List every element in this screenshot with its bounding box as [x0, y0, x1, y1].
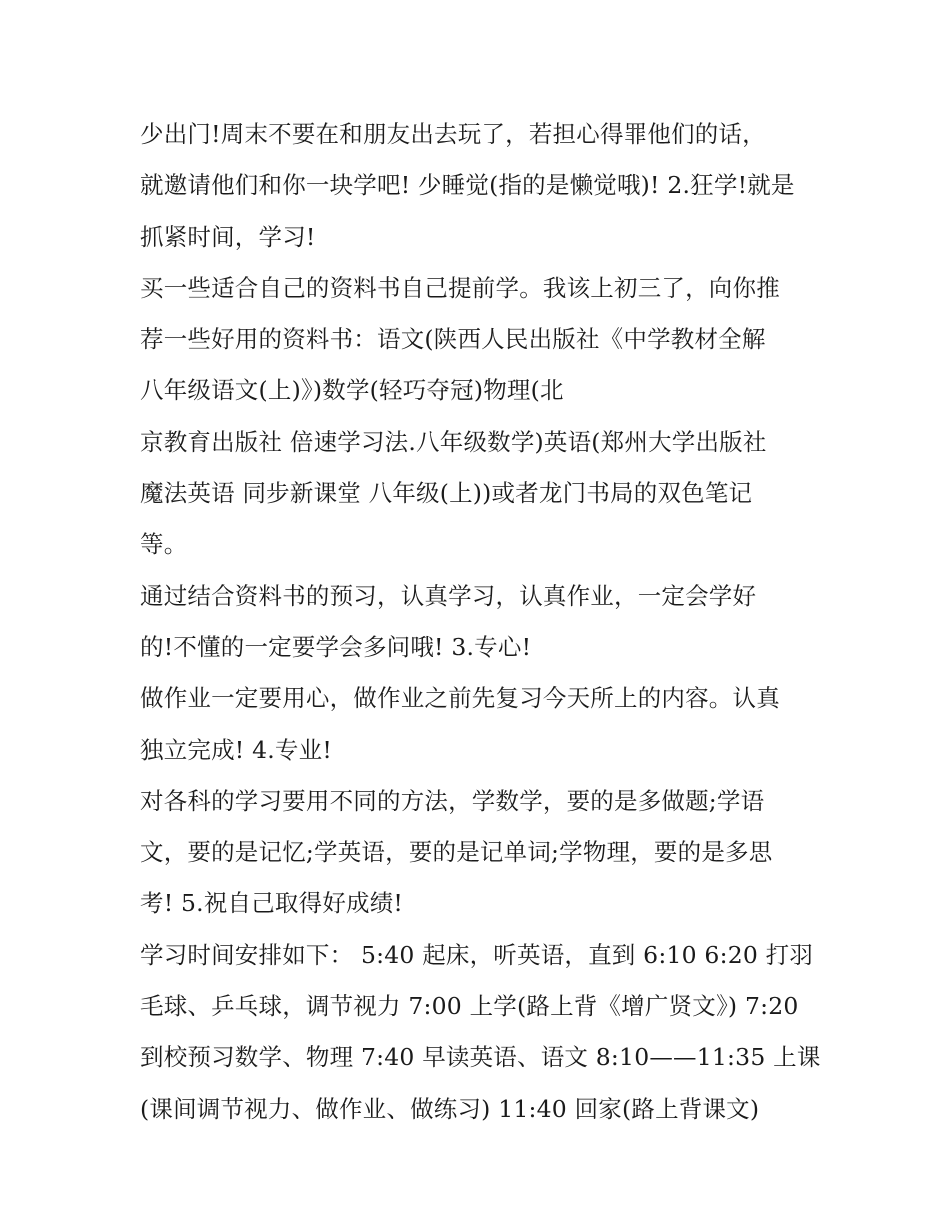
text-line: (课间调节视力、做作业、做练习) 11:40 回家(路上背课文)	[140, 1094, 760, 1123]
text-line: 独立完成! 4.专业!	[140, 735, 332, 764]
text-line: 毛球、乒乓球，调节视力 7:00 上学(路上背《增广贤文》) 7:20	[140, 992, 799, 1021]
text-line: 等。	[140, 530, 188, 559]
text-line: 的!不懂的一定要学会多问哦! 3.专心!	[140, 632, 532, 661]
text-line: 通过结合资料书的预习，认真学习，认真作业，一定会学好	[140, 581, 757, 610]
text-line: 到校预习数学、物理 7:40 早读英语、语文 8:10——11:35 上课	[140, 1043, 821, 1072]
text-line: 考! 5.祝自己取得好成绩!	[140, 889, 404, 918]
text-line: 荐一些好用的资料书：语文(陕西人民出版社《中学教材全解	[140, 325, 766, 354]
text-line: 对各科的学习要用不同的方法，学数学，要的是多做题;学语	[140, 786, 765, 815]
text-line: 买一些适合自己的资料书自己提前学。我该上初三了，向你推	[140, 273, 780, 302]
text-line: 做作业一定要用心，做作业之前先复习今天所上的内容。认真	[140, 684, 780, 713]
text-line: 八年级语文(上)》)数学(轻巧夺冠)物理(北	[140, 376, 564, 405]
text-line: 少出门!周末不要在和朋友出去玩了，若担心得罪他们的话，	[140, 120, 766, 148]
text-line: 魔法英语 同步新课堂 八年级(上))或者龙门书局的双色笔记	[140, 479, 753, 508]
text-line: 文，要的是记忆;学英语，要的是记单词;学物理，要的是多思	[140, 838, 773, 867]
text-line: 学习时间安排如下： 5:40 起床，听英语，直到 6:10 6:20 打羽	[140, 940, 814, 969]
text-line: 京教育出版社 倍速学习法.八年级数学)英语(郑州大学出版社	[140, 427, 767, 456]
text-line: 抓紧时间，学习!	[140, 222, 316, 251]
text-line: 就邀请他们和你一块学吧! 少睡觉(指的是懒觉哦)! 2.狂学!就是	[140, 171, 795, 200]
document-body	[140, 109, 830, 1135]
